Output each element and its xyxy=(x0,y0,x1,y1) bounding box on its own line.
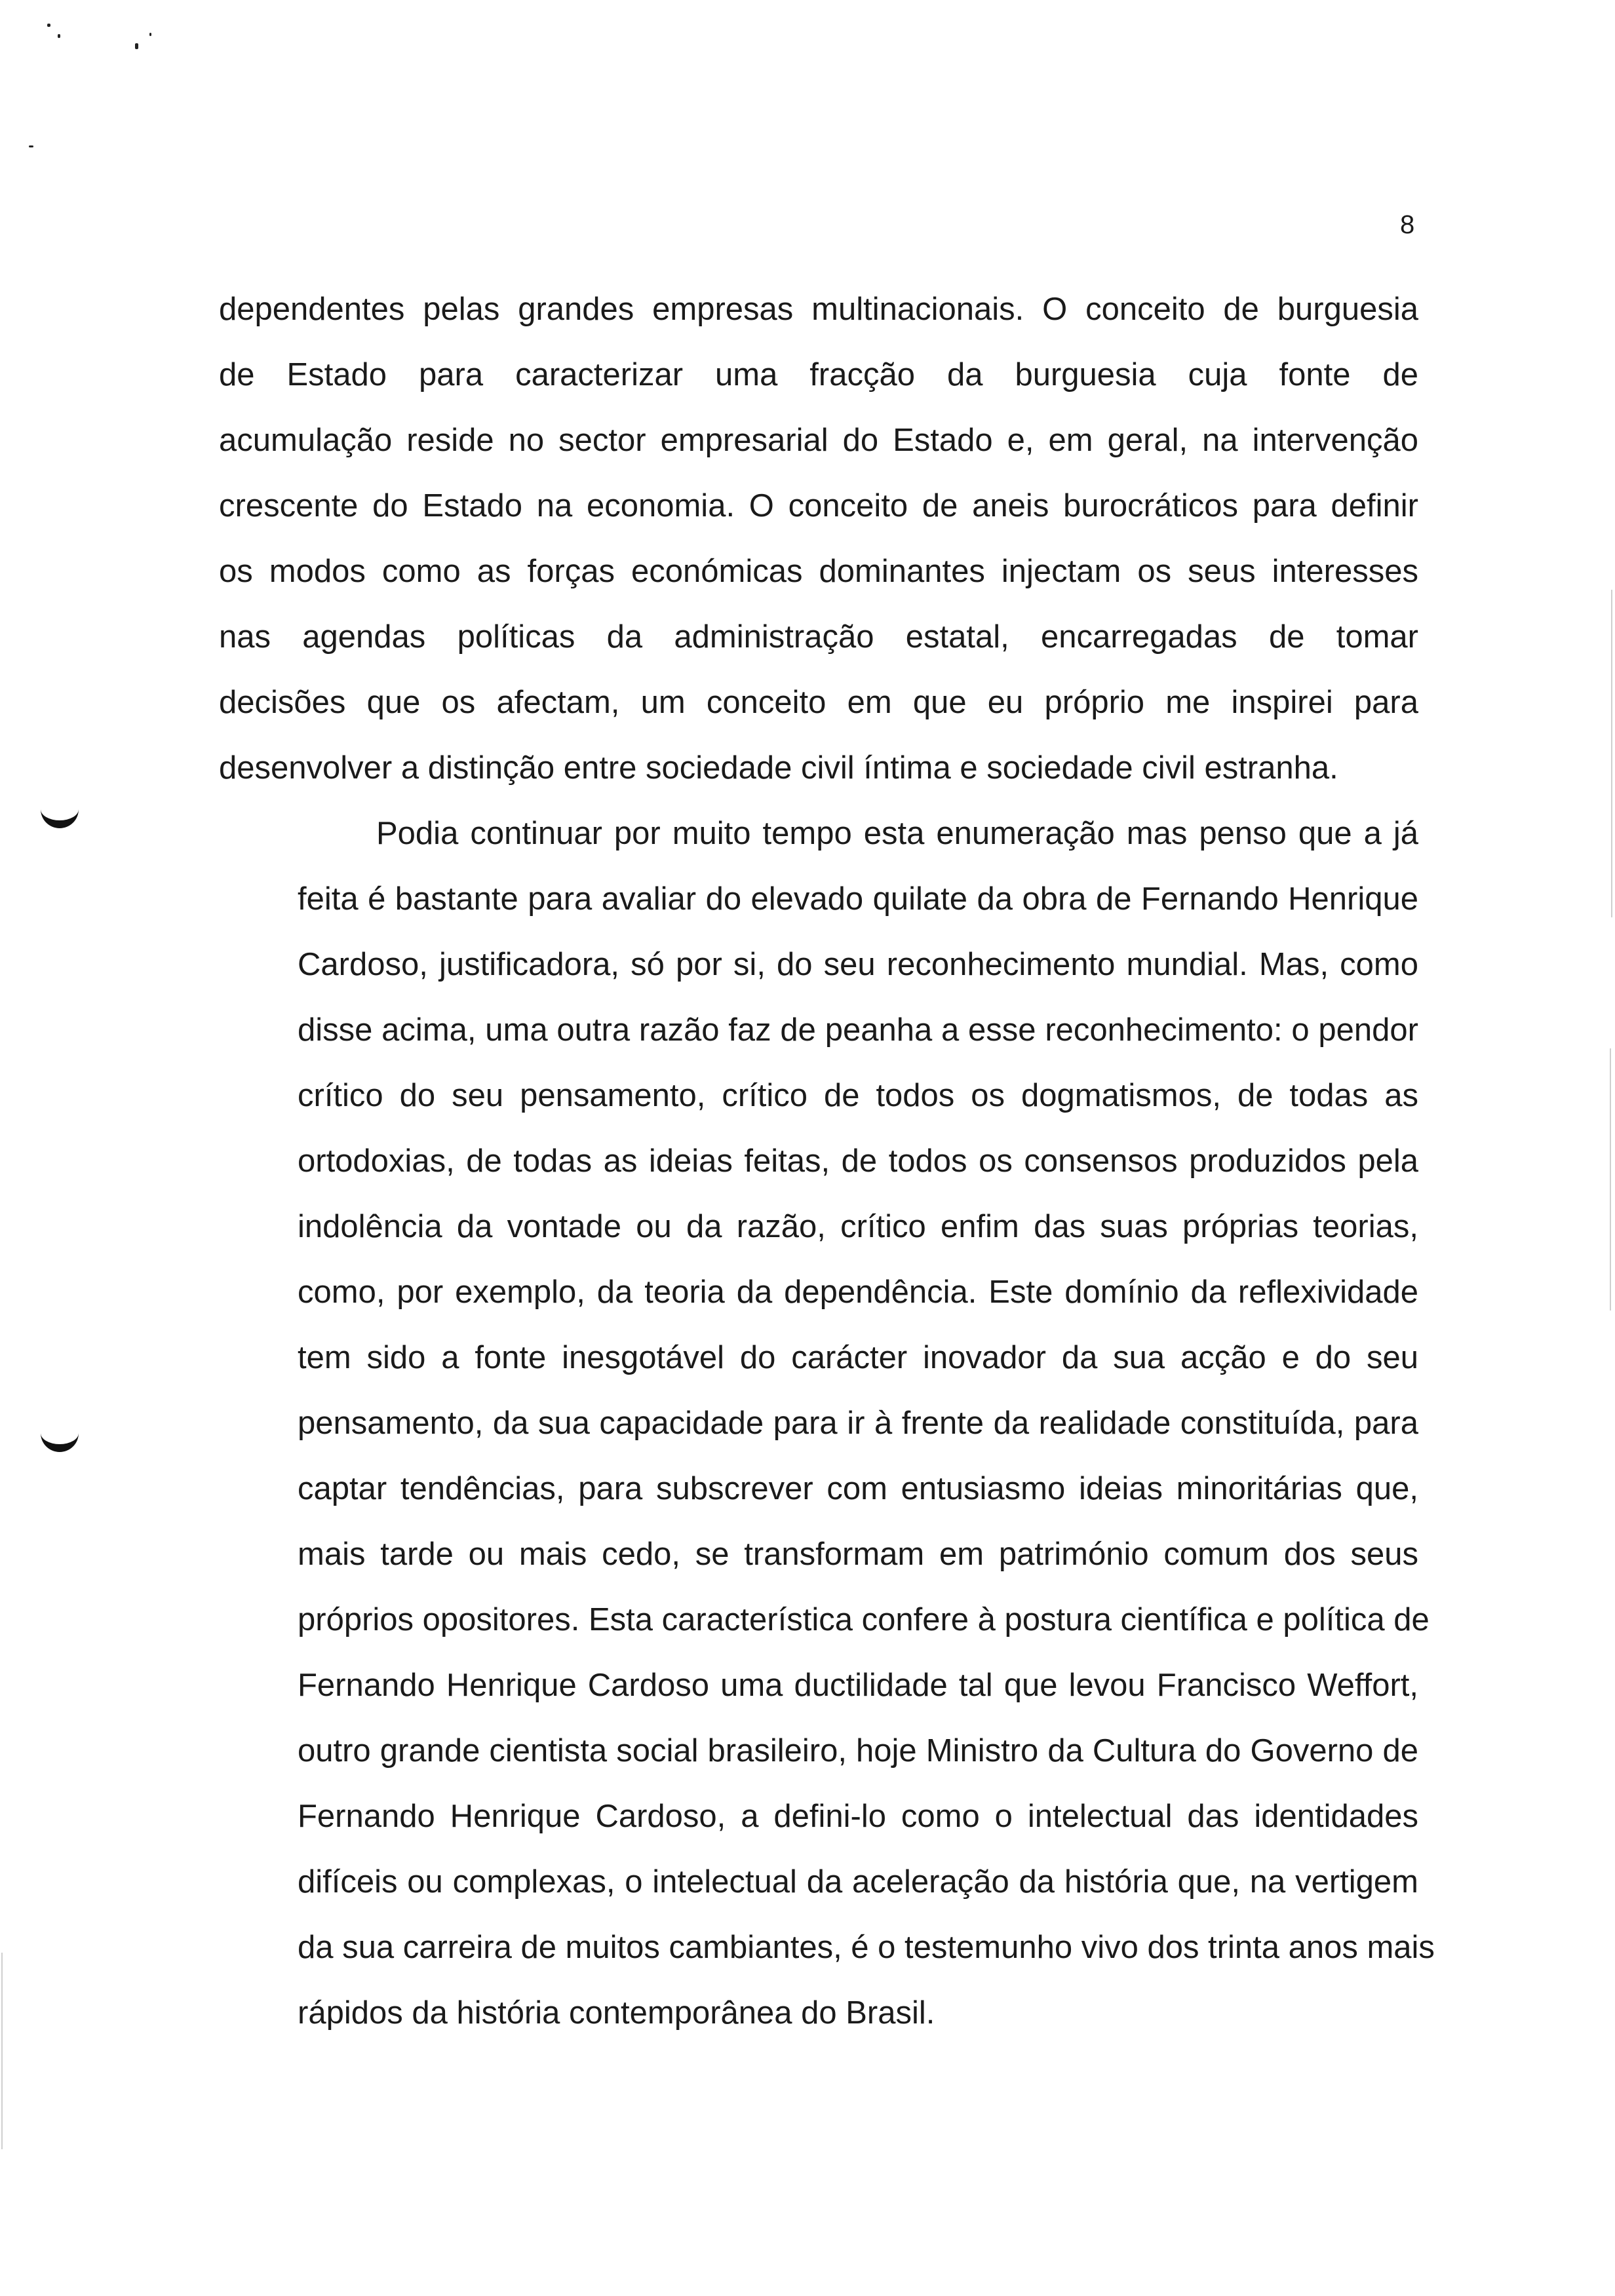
text-line: nas agendas políticas da administração estatal, encarregadas de tomar xyxy=(219,619,1418,655)
text-line: ortodoxias, de todas as ideias feitas, de todos os consensos produzidos pela xyxy=(298,1143,1418,1179)
text-line: desenvolver a distinção entre sociedade civil íntima e sociedade civil estranha. xyxy=(219,750,1338,786)
text-line: tem sido a fonte inesgotável do carácter inovador da sua acção e do seu xyxy=(298,1340,1418,1375)
text-line: dependentes pelas grandes empresas multinacionais. O conceito de burguesia xyxy=(219,292,1418,327)
text-line: Fernando Henrique Cardoso, a defini-lo como o intelectual das identidades xyxy=(298,1799,1418,1834)
scan-speck xyxy=(58,34,60,38)
scan-edge-line xyxy=(1611,590,1612,917)
paragraph xyxy=(219,277,1418,801)
text-line: Fernando Henrique Cardoso uma ductilidade tal que levou Francisco Weffort, xyxy=(298,1668,1418,1703)
scan-speck xyxy=(149,33,151,36)
scan-speck xyxy=(29,145,33,147)
scan-speck xyxy=(135,43,138,49)
text-line: mais tarde ou mais cedo, se transformam em património comum dos seus xyxy=(298,1537,1418,1572)
text-line: crítico do seu pensamento, crítico de todos os dogmatismos, de todas as xyxy=(298,1078,1418,1113)
text-line: captar tendências, para subscrever com entusiasmo ideias minoritárias que, xyxy=(298,1471,1418,1506)
text-line: da sua carreira de muitos cambiantes, é o testemunho vivo dos trinta anos mais xyxy=(298,1930,1435,1965)
text-line: Cardoso, justificadora, só por si, do seu reconhecimento mundial. Mas, como xyxy=(298,947,1418,982)
text-line: acumulação reside no sector empresarial do Estado e, em geral, na intervenção xyxy=(219,423,1418,458)
text-line: de Estado para caracterizar uma fracção da burguesia cuja fonte de xyxy=(219,357,1418,392)
body-text xyxy=(219,277,1435,2046)
text-line: pensamento, da sua capacidade para ir à frente da realidade constituída, para xyxy=(298,1406,1418,1441)
scan-speck xyxy=(47,24,50,27)
text-line: feita é bastante para avaliar do elevado quilate da obra de Fernando Henrique xyxy=(298,881,1418,917)
text-line: próprios opositores. Esta característica confere à postura científica e política de xyxy=(298,1602,1430,1637)
text-line: indolência da vontade ou da razão, crítico enfim das suas próprias teorias, xyxy=(298,1209,1418,1244)
text-line: os modos como as forças económicas dominantes injectam os seus interesses xyxy=(219,554,1418,589)
text-line: decisões que os afectam, um conceito em que eu próprio me inspirei para xyxy=(219,685,1418,720)
text-line: outro grande cientista social brasileiro, hoje Ministro da Cultura do Governo de xyxy=(298,1733,1418,1769)
text-line: crescente do Estado na economia. O conceito de aneis burocráticos para definir xyxy=(219,488,1418,524)
page-number: 8 xyxy=(1400,210,1415,239)
scan-edge-line xyxy=(1610,1048,1611,1311)
paragraph xyxy=(219,801,1435,2046)
text-line: rápidos da história contemporânea do Brasil. xyxy=(298,1995,935,2031)
text-line: disse acima, uma outra razão faz de peanha a esse reconhecimento: o pendor xyxy=(298,1012,1418,1048)
margin-check-mark xyxy=(41,803,79,828)
margin-check-mark xyxy=(41,1427,79,1452)
text-line: difíceis ou complexas, o intelectual da aceleração da história que, na vertigem xyxy=(298,1864,1418,1900)
scan-edge-line xyxy=(1,1953,3,2149)
text-line: como, por exemplo, da teoria da dependência. Este domínio da reflexividade xyxy=(298,1274,1418,1310)
text-line: Podia continuar por muito tempo esta enumeração mas penso que a já xyxy=(376,816,1418,851)
